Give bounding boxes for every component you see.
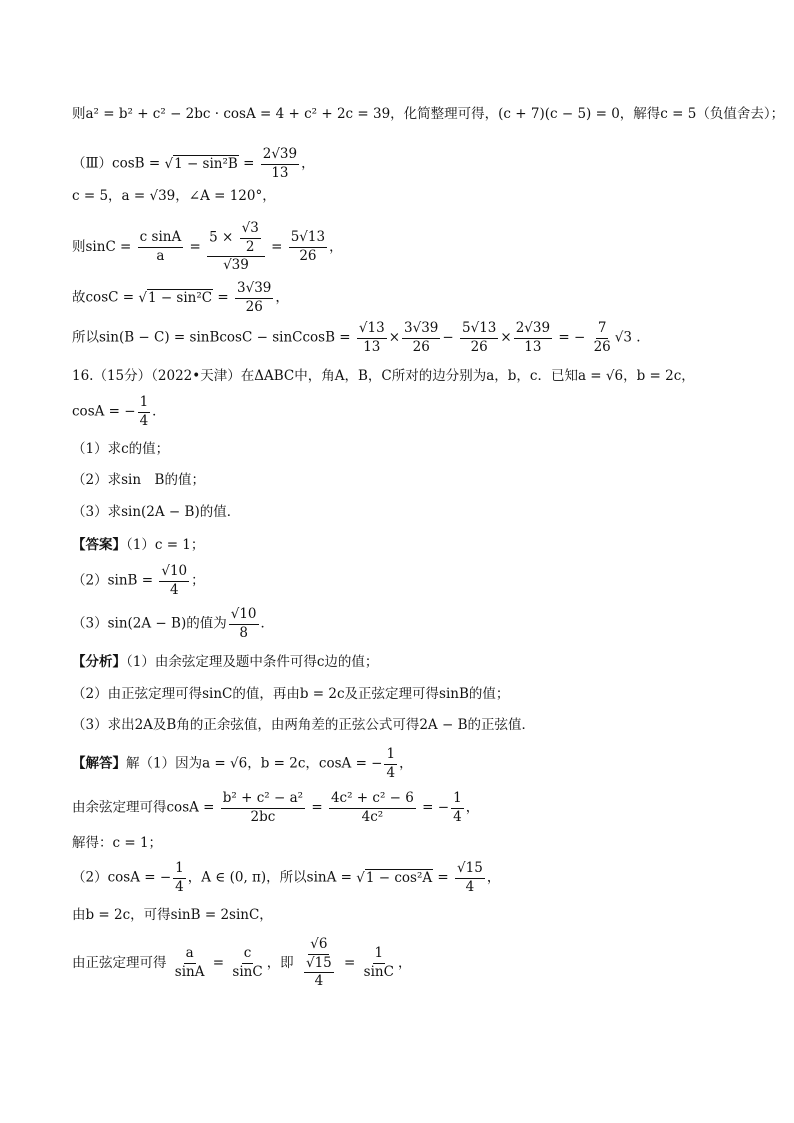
fraction: $\frac{1}{4}$ — [453, 790, 462, 825]
fraction: $\frac{7}{26}$ — [593, 320, 611, 355]
fraction: $\frac{\text{c sinA}}{a}$ — [139, 229, 182, 264]
fraction: $\frac{2√39}{13}$ — [262, 146, 298, 181]
solution-part-1: 【解答】解（1）因为a = √6，b = 2c，cosA = − $\frac{1}{4}$ ， — [72, 746, 413, 781]
fraction: $\frac{1}{4}$ — [386, 746, 396, 781]
solution-cosine-law: 由余弦定理可得cosA = $\frac{\text{b² + c² − a²}}{2bc}$ = $\frac{\text{4c² + c² − 6}}{\text{4c²}}$ = − $\frac{1}{4}$ ， — [72, 790, 480, 825]
answer-line-1: 【答案】（1）c = 1； — [72, 537, 205, 553]
solution-line-5: 故cosC = √1 − sin²C = $\frac{3√39}{26}$ ， — [72, 280, 289, 315]
fraction: $\frac{\text{4c² + c² − 6}}{\text{4c²}}$ — [330, 790, 414, 825]
compound-fraction: 5 × $\frac{√3}{2}$ √39 — [207, 222, 265, 273]
fraction: $\frac{1}{4}$ — [139, 394, 149, 429]
inner-fraction: $\frac{√15}{4}$ — [305, 954, 332, 989]
solution-line-2: （Ⅲ）cosB = √1 − sin²B = $\frac{2√39}{13}$ ， — [72, 146, 315, 181]
fraction: $\frac{2√39}{13}$ — [515, 320, 551, 355]
fraction: $\frac{5√13}{26}$ — [290, 229, 326, 264]
fraction: $\frac{√10}{8}$ — [230, 606, 257, 641]
solution-result-c: 解得：c = 1； — [72, 835, 163, 851]
fraction: $\frac{3√39}{26}$ — [237, 280, 272, 315]
fraction: $\frac{3√39}{26}$ — [404, 320, 439, 355]
solution-label: 【解答】 — [72, 755, 126, 772]
solution-line-6: 所以sin(B − C) = sinBcosC − sinCcosB = $\frac{√13}{13}$ × $\frac{3√39}{26}$ − $\frac{5√13}{26}$ × $\frac{2√39}{13}$ = − $\frac{7}{26}$ √3 . — [72, 320, 641, 355]
inner-fraction: $\frac{√3}{2}$ — [241, 220, 259, 255]
question-16-stem: 16.（15分）（2022•天津）在ΔABC中，角A，B，C所对的边分别为a，b，c．已知a = √6，b = 2c， — [72, 368, 695, 384]
question-part-3: （3）求sin(2A − B)的值． — [72, 504, 241, 520]
sqrt-expression: √1 − sin²B — [164, 155, 238, 172]
solution-sine-law: 由正弦定理可得 $\frac{a}{\sin A}$ = $\frac{c}{\sin C}$ ，即 $\frac{√6}{\frac{√15}{4}}$ = $\frac{1}{\sin C}$ ， — [72, 936, 412, 989]
solution-sinb-relation: 由b = 2c，可得sinB = 2sinC， — [72, 907, 273, 923]
fraction: $\frac{1}{4}$ — [175, 860, 184, 895]
fraction: $\frac{5√13}{26}$ — [462, 320, 497, 355]
question-part-2: （2）求sin B的值； — [72, 472, 205, 488]
solution-part-2: （2）cosA = − $\frac{1}{4}$ ，A ∈ (0, π)，所以sinA = √1 − cos²A = $\frac{√15}{4}$ ， — [72, 860, 501, 895]
analysis-line-1: 【分析】（1）由余弦定理及题中条件可得c边的值； — [72, 654, 379, 670]
question-part-1: （1）求c的值； — [72, 441, 170, 457]
question-16-condition: cosA = − $\frac{1}{4}$ ． — [72, 394, 166, 429]
answer-line-2: （2）sinB = $\frac{√10}{4}$ ； — [72, 563, 205, 598]
solution-line-4: 则sinC = $\frac{\text{c sinA}}{a}$ = 5 × $\frac{√3}{2}$ √39 = $\frac{5√13}{26}$ ， — [72, 220, 343, 273]
analysis-label: 【分析】 — [72, 654, 126, 670]
fraction: $\frac{√10}{4}$ — [161, 563, 188, 598]
analysis-line-3: （3）求出2A及B角的正余弦值，由两角差的正弦公式可得2A − B的正弦值． — [72, 717, 536, 733]
sqrt-expression: √1 − sin²C — [138, 289, 213, 306]
answer-line-3: （3）sin(2A − B)的值为 $\frac{√10}{8}$ ． — [72, 606, 274, 641]
fraction: $\frac{1}{\sin C}$ — [363, 945, 394, 980]
fraction: $\frac{\text{b² + c² − a²}}{2bc}$ — [222, 790, 304, 825]
fraction: $\frac{c}{\sin C}$ — [232, 945, 263, 980]
analysis-line-2: （2）由正弦定理可得sinC的值，再由b = 2c及正弦定理可得sinB的值； — [72, 686, 510, 702]
fraction: $\frac{√15}{4}$ — [457, 860, 483, 895]
solution-line-3: c = 5，a = √39，∠A = 120°， — [72, 188, 276, 204]
answer-label: 【答案】 — [72, 537, 126, 553]
fraction: $\frac{√13}{13}$ — [358, 320, 385, 355]
solution-line-1: 则a² = b² + c² − 2bc · cosA = 4 + c² + 2c = 39，化简整理可得，(c + 7)(c − 5) = 0，解得c = 5（负值舍去）； — [72, 106, 785, 122]
sqrt-expression: √1 − cos²A — [356, 869, 433, 886]
fraction: $\frac{a}{\sin A}$ — [174, 945, 205, 980]
compound-fraction: $\frac{√6}{\frac{√15}{4}}$ — [305, 936, 332, 989]
